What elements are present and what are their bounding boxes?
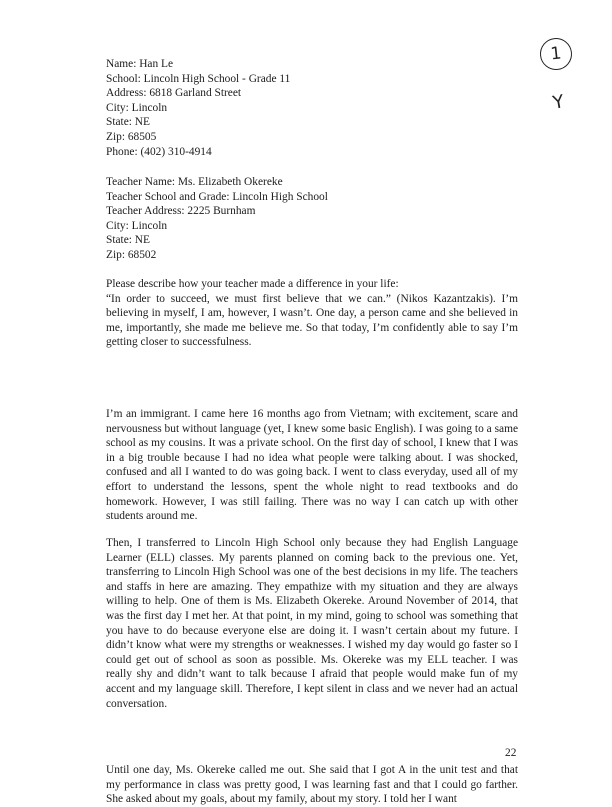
student-state: State: NE xyxy=(106,116,150,129)
teacher-school: Teacher School and Grade: Lincoln High School xyxy=(106,190,328,203)
teacher-zip: Zip: 68502 xyxy=(106,248,157,261)
student-info-block xyxy=(106,57,518,159)
student-city: City: Lincoln xyxy=(106,101,168,114)
student-phone: Phone: (402) 310-4914 xyxy=(106,145,212,158)
teacher-state: State: NE xyxy=(106,234,150,247)
student-address: Address: 6818 Garland Street xyxy=(106,87,242,100)
prompt-question: Please describe how your teacher made a difference in your life: xyxy=(106,278,399,290)
teacher-name: Teacher Name: Ms. Elizabeth Okereke xyxy=(106,176,283,188)
teacher-info-block xyxy=(106,175,518,263)
prompt-answer: “In order to succeed, we must first believe that we can.” (Nikos Kazantzakis). I’m believing in myself, I am, however, I wasn’t. One day, a person came and she believed in me, importantly, she made me believe me. So that today, I’m confidently able to say I’m getting closer to successfulness. xyxy=(106,292,518,349)
essay-paragraph-1: I’m an immigrant. I came here 16 months ago from Vietnam; with excitement, scare and nervousness but without language (yet, I knew some basic English). I was going to a same school as my cousins. It was a private school. On the first day of school, I knew that I was in a big trouble because I had no idea what people were talking about. I was shocked, confused and all I wanted to do was going back. I went to class everyday, used all of my effort to understand the lessons, spent the whole night to read textbooks and do homework. However, I was still failing. There was no way I can catch up with other students around me. xyxy=(106,408,518,523)
student-zip: Zip: 68505 xyxy=(106,130,157,143)
student-school: School: Lincoln High School - Grade 11 xyxy=(106,72,291,85)
handwritten-check-mark: Y xyxy=(551,91,566,114)
essay-prompt xyxy=(106,277,518,350)
page-number: 22 xyxy=(505,747,517,759)
teacher-address: Teacher Address: 2225 Burnham xyxy=(106,205,256,218)
circled-page-marker: 1 xyxy=(538,36,573,71)
student-name: Name: Han Le xyxy=(106,58,174,70)
essay-paragraph-2: Then, I transferred to Lincoln High School only because they had English Language Learner (ELL) classes. My parents planned on coming back to the previous one. Yet, transferring to Lincoln High School was one of the best decisions in my life. The teachers and staffs in here are amazing. They empathize with my situation and they are always willing to help. One of them is Ms. Elizabeth Okereke. Around November of 2014, that was the first day I met her. At that point, in my mind, going to school was something that you have to do because everyone else are doing it. I wasn’t certain about my future. I didn’t know what were my strengths or weaknesses. I wished my day would go faster so I could get out of school as soon as possible. Ms. Okereke was my ELL teacher. I was really shy and didn’t want to talk because I afraid that people would make fun of my accent and my language skill. Therefore, I kept silent in class and we never had an actual conversation. xyxy=(106,537,518,710)
essay-paragraph-3: Until one day, Ms. Okereke called me out. She said that I got A in the unit test and that my performance in class was pretty good, I was learning fast and that I could go farther. She asked about my goals, about my family, about my story. I told her I want xyxy=(106,764,518,806)
teacher-city: City: Lincoln xyxy=(106,219,168,232)
